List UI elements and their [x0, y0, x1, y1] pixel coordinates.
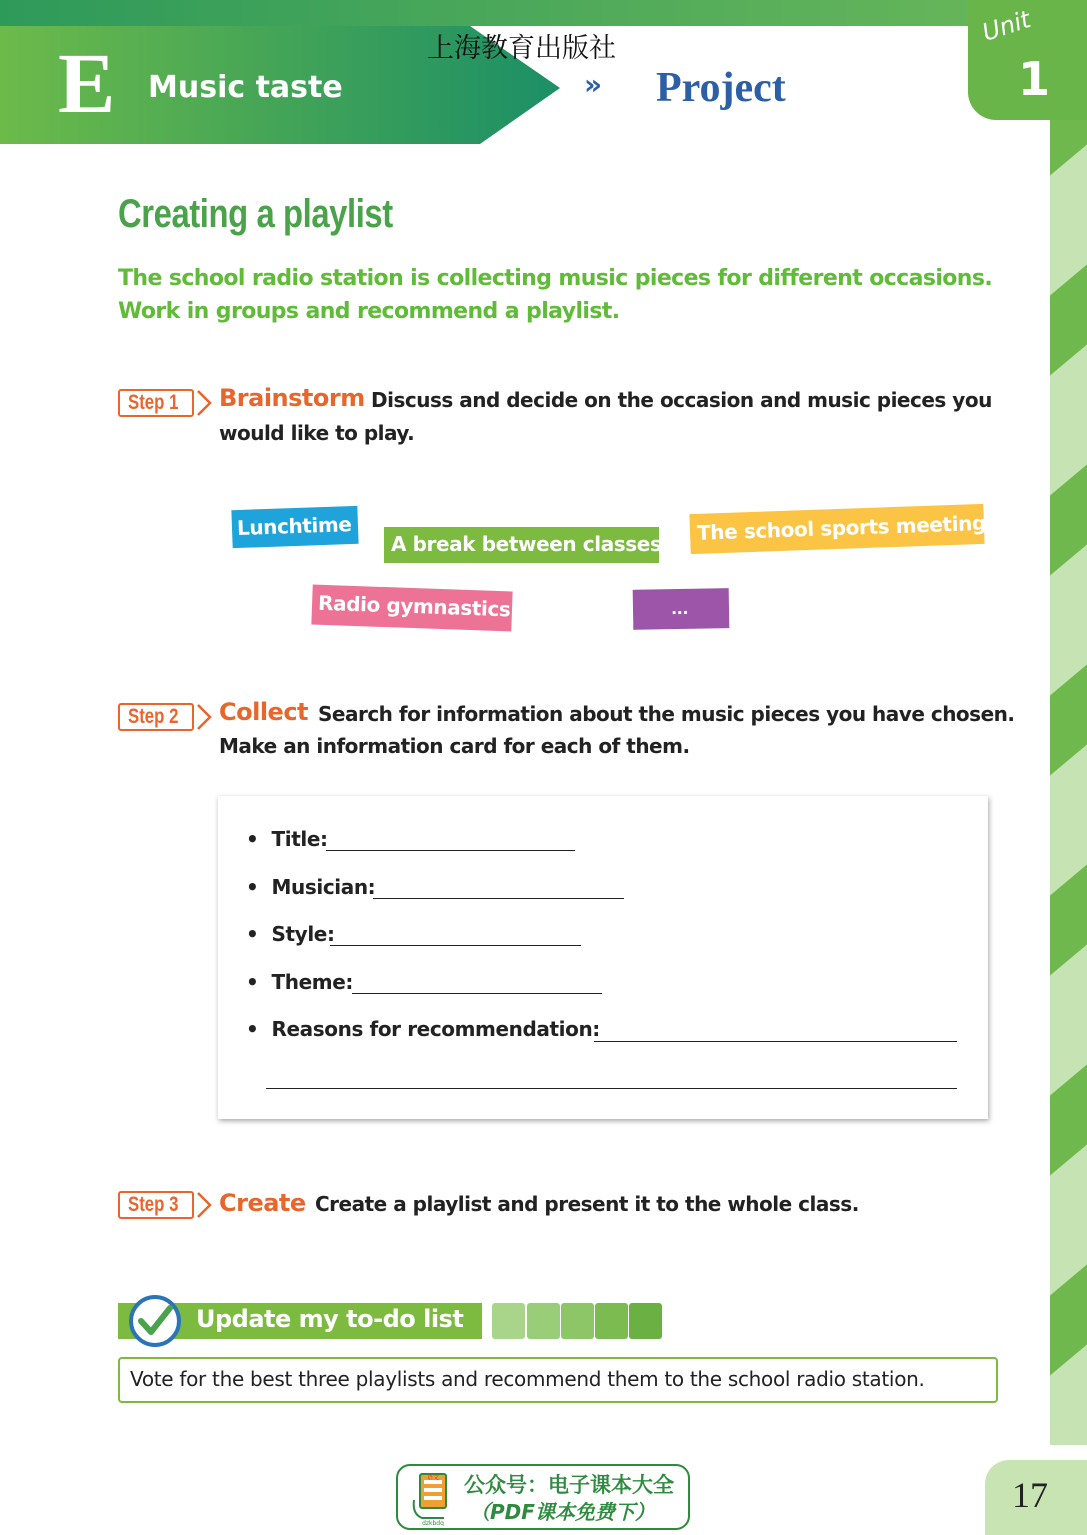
step-3-name: Create	[219, 1189, 306, 1217]
book-icon	[410, 1470, 456, 1526]
svg-text:dzkbdq: dzkbdq	[422, 1520, 444, 1526]
unit-number: 1	[1018, 52, 1051, 106]
title-blank-line[interactable]	[326, 849, 575, 851]
progress-square	[595, 1303, 628, 1339]
card-field-reasons: • Reasons for recommendation:	[246, 1017, 600, 1041]
svg-text:语文: 语文	[426, 1474, 440, 1482]
intro-line-2: Work in groups and recommend a playlist.	[118, 299, 620, 324]
information-card	[218, 796, 988, 1119]
card-field-theme: • Theme:	[246, 970, 353, 994]
progress-square	[561, 1303, 594, 1339]
step-2-text-line-2: Make an information card for each of them.	[219, 734, 690, 758]
step-1-text-line-2: would like to play.	[219, 421, 415, 445]
step-2-name: Collect	[219, 698, 309, 726]
side-decoration	[1050, 120, 1087, 1445]
step-2-badge: Step 2	[118, 703, 194, 731]
todo-title: Update my to-do list	[196, 1305, 464, 1333]
step-1-name: Brainstorm	[219, 384, 365, 412]
watermark-line-2: （PDF课本免费下）	[470, 1500, 655, 1524]
page-title: Creating a playlist	[118, 192, 393, 236]
step-2-text-line-1: Search for information about the music pieces you have chosen.	[318, 702, 1015, 726]
reasons-blank-line-2[interactable]	[266, 1087, 957, 1089]
step-1-badge: Step 1	[118, 389, 194, 417]
step-1-text-line-1: Discuss and decide on the occasion and music pieces you	[371, 388, 992, 412]
watermark-line-1: 公众号：电子课本大全	[464, 1473, 674, 1497]
project-label: Project	[656, 65, 786, 111]
todo-text: Vote for the best three playlists and recommend them to the school radio station.	[130, 1367, 925, 1391]
progress-square	[629, 1303, 662, 1339]
card-field-title: • Title:	[246, 827, 328, 851]
page-number: 17	[1012, 1475, 1048, 1515]
step-3-badge: Step 3	[118, 1191, 194, 1219]
occasion-tag: The school sports meeting	[689, 504, 984, 554]
musician-blank-line[interactable]	[373, 897, 624, 899]
chevron-right-icon	[195, 703, 213, 731]
header-top-bar	[0, 0, 1087, 26]
progress-square	[527, 1303, 560, 1339]
reasons-blank-line[interactable]	[594, 1040, 957, 1042]
occasion-tag: Lunchtime	[231, 506, 358, 548]
card-field-style: • Style:	[246, 922, 335, 946]
intro-line-1: The school radio station is collecting music pieces for different occasions.	[118, 266, 993, 291]
checkmark-icon	[128, 1294, 182, 1348]
section-letter: E	[58, 35, 116, 131]
style-blank-line[interactable]	[330, 944, 581, 946]
progress-square	[492, 1303, 525, 1339]
card-field-musician: • Musician:	[246, 875, 376, 899]
occasion-tag-more: ...	[633, 588, 730, 630]
step-3-text: Create a playlist and present it to the whole class.	[315, 1192, 859, 1216]
publisher-name: 上海教育出版社	[427, 33, 616, 64]
occasion-tag: A break between classes	[384, 527, 659, 563]
theme-blank-line[interactable]	[352, 992, 602, 994]
section-title: Music taste	[148, 70, 343, 105]
chevron-right-icon	[195, 389, 213, 417]
double-chevron-icon: »	[584, 68, 597, 101]
chevron-right-icon	[195, 1191, 213, 1219]
unit-word: Unit	[978, 5, 1034, 47]
occasion-tag: Radio gymnastics	[311, 585, 512, 632]
